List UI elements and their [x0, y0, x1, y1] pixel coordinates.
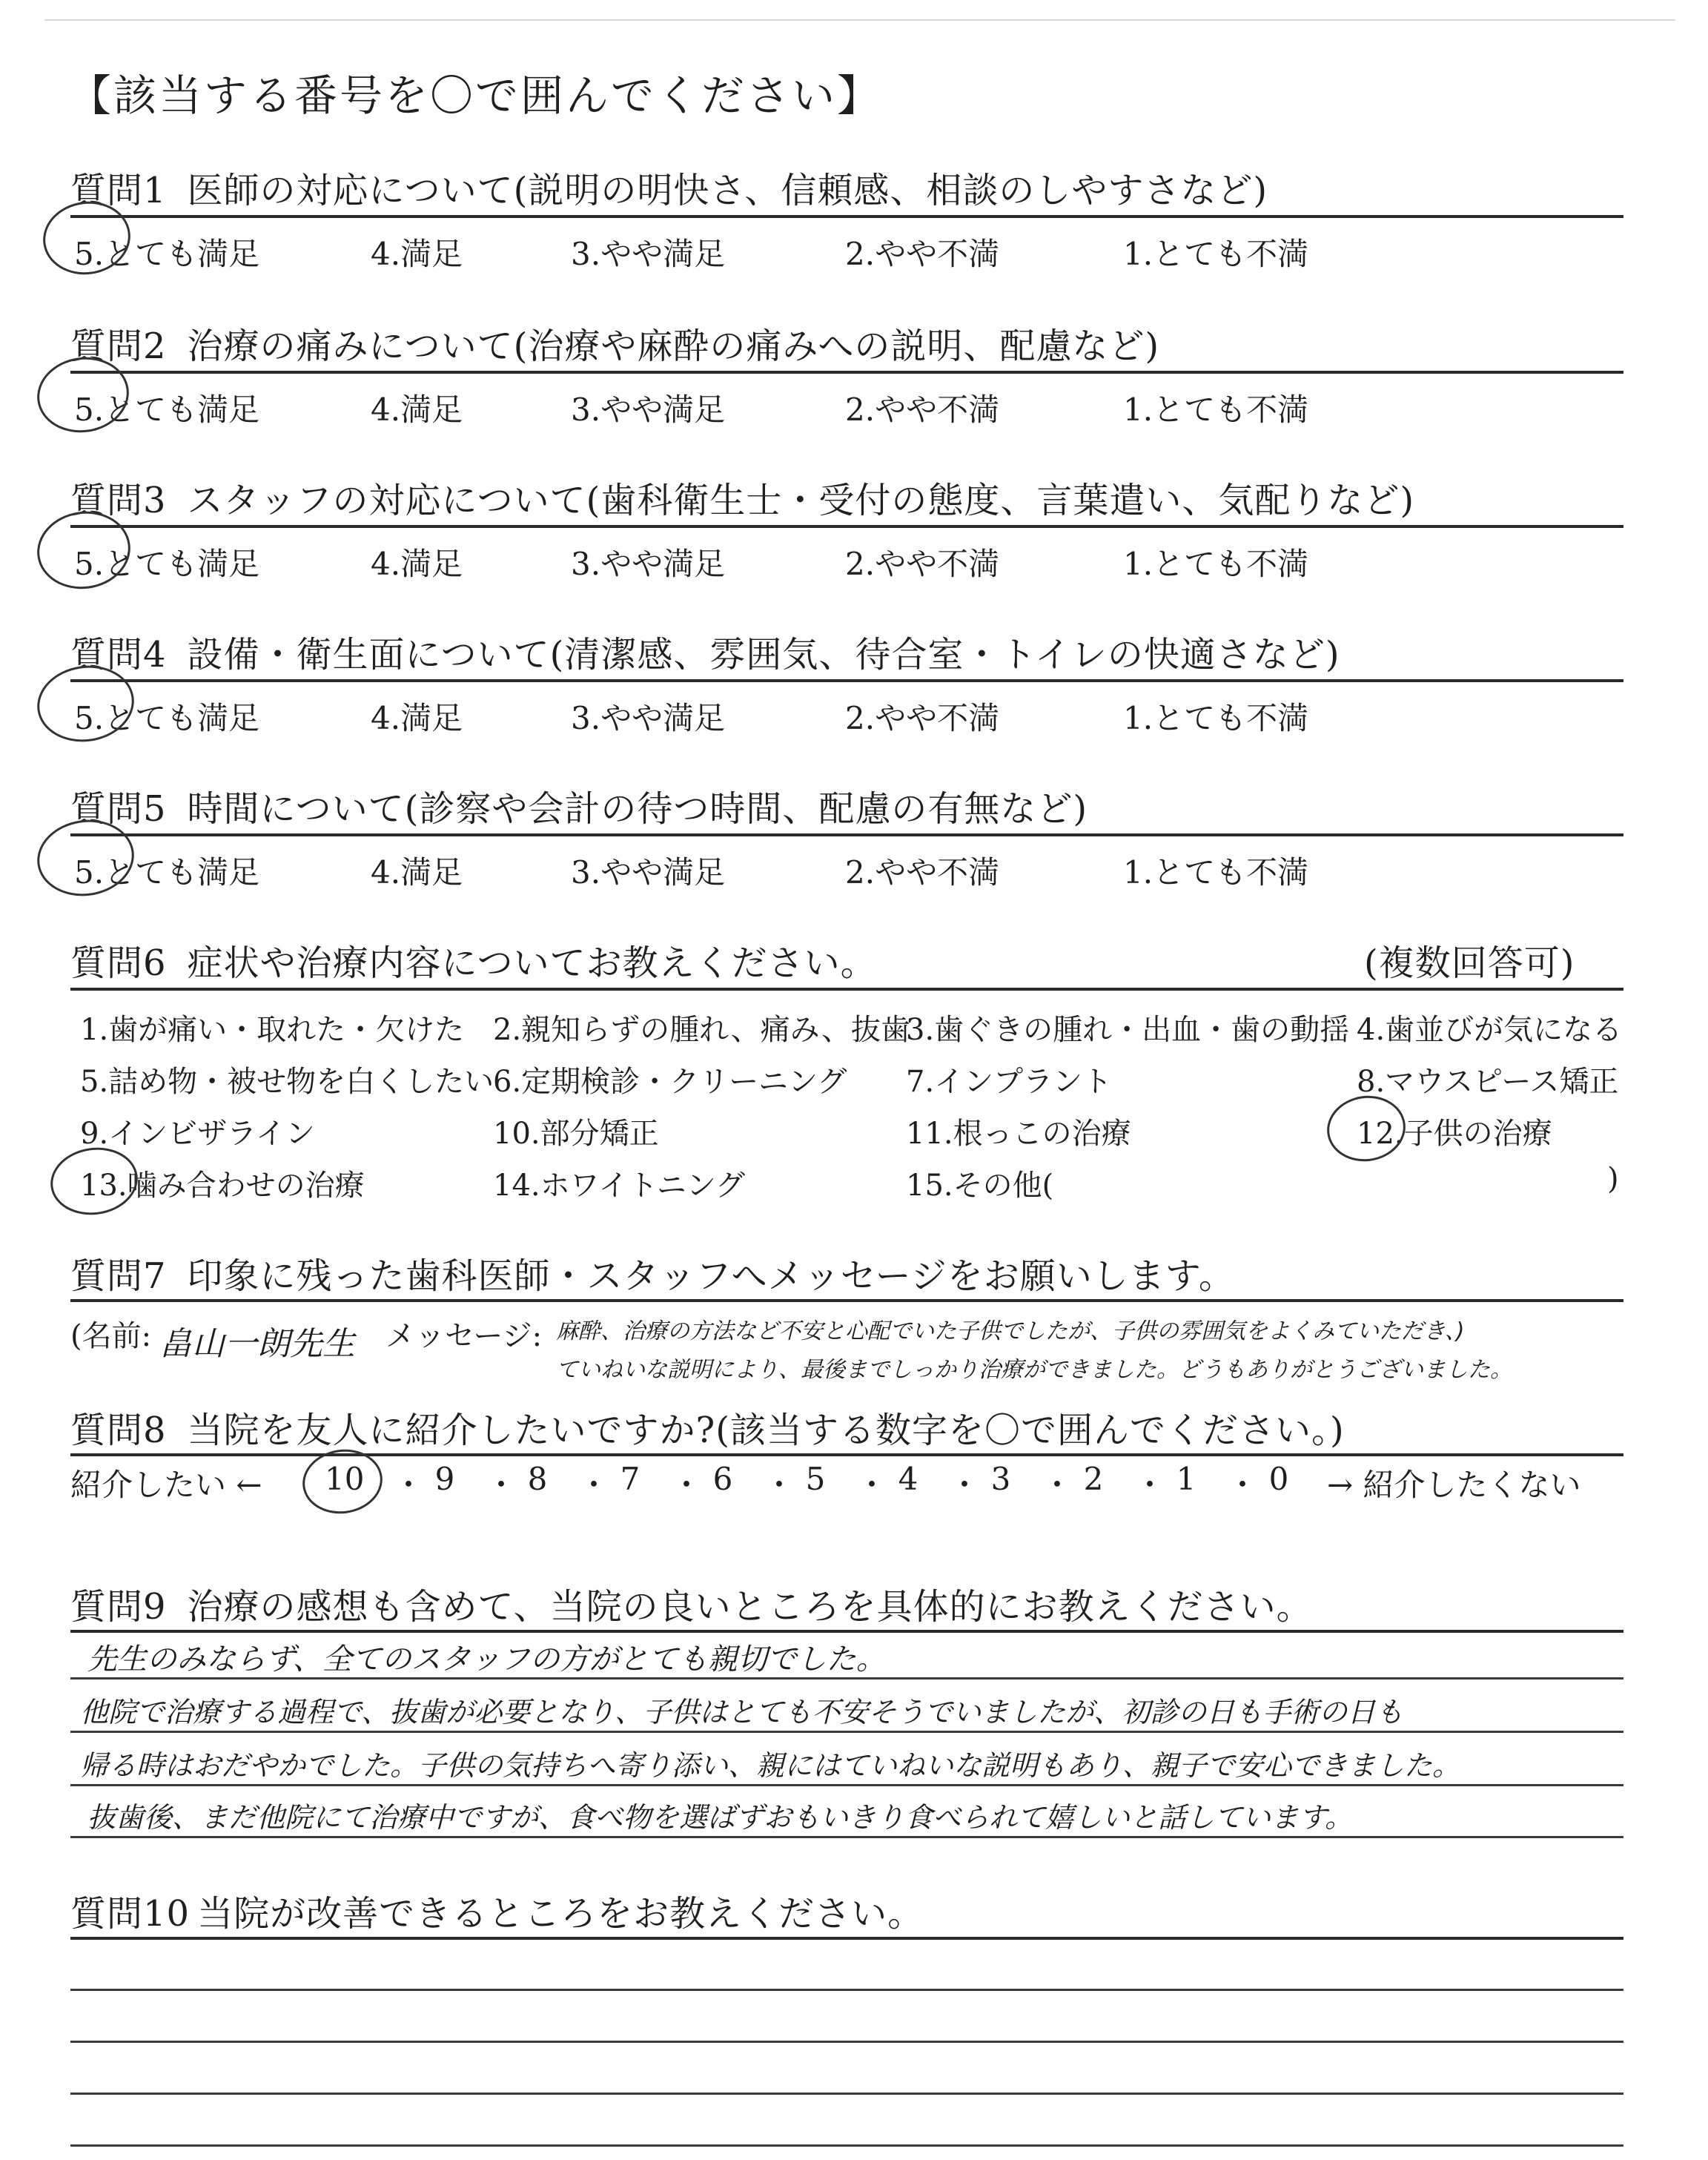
q8-dot: ・	[949, 1467, 981, 1503]
q6-item-14[interactable]: 14.ホワイトニング	[493, 1169, 746, 1203]
question-3-rule	[70, 525, 1623, 528]
q8-dot: ・	[856, 1467, 888, 1503]
q2-option-5[interactable]: 5.とても満足	[74, 392, 260, 428]
q7-message-line-2: ていねいな説明により、最後までしっかり治療ができました。どうもありがとうございました。	[556, 1357, 1512, 1383]
q2-option-4[interactable]: 4.満足	[371, 392, 463, 428]
q6-item-7[interactable]: 7.インプラント	[906, 1065, 1113, 1099]
q5-option-1[interactable]: 1.とても不満	[1123, 854, 1309, 891]
q8-dot: ・	[1134, 1467, 1166, 1503]
question-3	[70, 472, 1414, 523]
q1-option-5[interactable]: 5.とても満足	[74, 236, 260, 272]
q4-option-5[interactable]: 5.とても満足	[74, 700, 260, 736]
q8-dot: ・	[486, 1467, 517, 1503]
q1-option-1[interactable]: 1.とても不満	[1123, 236, 1309, 272]
q8-right-label: → 紹介したくない	[1327, 1467, 1581, 1503]
q6-item-15[interactable]: 15.その他(	[906, 1169, 1054, 1203]
q8-dot: ・	[578, 1467, 610, 1503]
question-6	[70, 934, 877, 985]
q6-item-12[interactable]: 12.子供の治療	[1357, 1117, 1552, 1151]
q3-option-5[interactable]: 5.とても満足	[74, 546, 260, 582]
q10-answer-rule	[70, 2144, 1623, 2147]
question-9	[70, 1578, 1313, 1629]
q6-item-1[interactable]: 1.歯が痛い・取れた・欠けた	[80, 1013, 465, 1047]
q4-option-4[interactable]: 4.満足	[371, 700, 463, 736]
question-3-number: 質問3	[70, 480, 167, 521]
question-5	[70, 780, 1088, 831]
q8-dot: ・	[393, 1467, 425, 1503]
q10-answer-rule	[70, 2041, 1623, 2043]
question-7-number: 質問7	[70, 1255, 167, 1297]
question-8	[70, 1401, 1345, 1453]
q9-answer-line-4: 抜歯後、まだ他院にて治療中ですが、食べ物を選ばずおもいきり食べられて嬉しいと話しています。	[87, 1801, 1353, 1834]
question-4-rule	[70, 679, 1623, 682]
q2-option-1[interactable]: 1.とても不満	[1123, 392, 1309, 428]
question-6-text: 症状や治療内容についてお教えください。	[187, 942, 877, 984]
q6-item-10[interactable]: 10.部分矯正	[493, 1117, 659, 1151]
q2-option-2[interactable]: 2.やや不満	[845, 392, 1000, 428]
q6-item-5[interactable]: 5.詰め物・被せ物を白くしたい	[80, 1065, 494, 1099]
q3-option-1[interactable]: 1.とても不満	[1123, 546, 1309, 582]
q7-message-line-1: 麻酔、治療の方法など不安と心配でいた子供でしたが、子供の雰囲気をよくみていただき、)	[556, 1318, 1465, 1344]
q7-name-handwritten: 畠山一朗先生	[159, 1325, 355, 1363]
q8-scale-4[interactable]: 4	[898, 1461, 918, 1497]
q9-answer-rule	[70, 1836, 1623, 1838]
question-7-rule	[70, 1299, 1623, 1302]
question-1-text: 医師の対応について(説明の明快さ、信頼感、相談のしやすさなど)	[187, 170, 1268, 211]
q8-scale-7[interactable]: 7	[620, 1461, 640, 1497]
q6-item-2[interactable]: 2.親知らずの腫れ、痛み、抜歯	[493, 1013, 910, 1047]
q8-dot: ・	[1042, 1467, 1073, 1503]
q8-dot: ・	[764, 1467, 795, 1503]
question-4	[70, 626, 1340, 677]
q6-item-3[interactable]: 3.歯ぐきの腫れ・出血・歯の動揺	[906, 1013, 1350, 1047]
question-9-text: 治療の感想も含めて、当院の良いところを具体的にお教えください。	[187, 1586, 1313, 1628]
q8-scale-0[interactable]: 0	[1268, 1461, 1289, 1497]
q5-option-4[interactable]: 4.満足	[371, 854, 463, 891]
question-8-number: 質問8	[70, 1410, 167, 1451]
q8-dot: ・	[671, 1467, 703, 1503]
question-7	[70, 1247, 1235, 1298]
q9-answer-rule	[70, 1677, 1623, 1680]
question-8-text: 当院を友人に紹介したいですか?(該当する数字を〇で囲んでください。)	[187, 1410, 1345, 1451]
question-6-note: (複数回答可)	[1364, 942, 1575, 984]
question-6-rule	[70, 988, 1623, 991]
q6-item-6[interactable]: 6.定期検診・クリーニング	[493, 1065, 847, 1099]
q10-answer-rule	[70, 2093, 1623, 2095]
q1-option-4[interactable]: 4.満足	[371, 236, 463, 272]
question-2	[70, 317, 1159, 369]
q3-option-3[interactable]: 3.やや満足	[571, 546, 726, 582]
q1-option-3[interactable]: 3.やや満足	[571, 236, 726, 272]
q8-scale-9[interactable]: 9	[434, 1461, 455, 1497]
q7-message-label: メッセージ:	[385, 1319, 543, 1353]
q7-name-label: (名前:	[70, 1319, 152, 1353]
question-5-text: 時間について(診察や会計の待つ時間、配慮の有無など)	[187, 788, 1088, 830]
q6-item-15-close-paren: )	[1607, 1162, 1619, 1196]
page-top-edge	[44, 19, 1675, 21]
q4-option-2[interactable]: 2.やや不満	[845, 700, 1000, 736]
question-10	[70, 1885, 924, 1936]
q10-answer-rule	[70, 1989, 1623, 1991]
q8-scale-2[interactable]: 2	[1083, 1461, 1104, 1497]
q9-answer-line-1: 先生のみならず、全てのスタッフの方がとても親切でした。	[87, 1642, 886, 1677]
question-6-number: 質問6	[70, 942, 167, 984]
q6-item-13-selection-circle	[46, 1142, 142, 1221]
q2-option-3[interactable]: 3.やや満足	[571, 392, 726, 428]
q4-option-3[interactable]: 3.やや満足	[571, 700, 726, 736]
q3-option-4[interactable]: 4.満足	[371, 546, 463, 582]
q1-option-2[interactable]: 2.やや不満	[845, 236, 1000, 272]
question-10-text: 当院が改善できるところをお教えください。	[197, 1893, 924, 1935]
q8-scale-1[interactable]: 1	[1176, 1461, 1196, 1497]
question-9-number: 質問9	[70, 1586, 167, 1628]
question-4-text: 設備・衛生面について(清潔感、雰囲気、待合室・トイレの快適さなど)	[187, 634, 1340, 676]
q5-option-3[interactable]: 3.やや満足	[571, 854, 726, 891]
q4-option-1[interactable]: 1.とても不満	[1123, 700, 1309, 736]
question-3-text: スタッフの対応について(歯科衛生士・受付の態度、言葉遣い、気配りなど)	[187, 480, 1415, 521]
q9-answer-rule	[70, 1784, 1623, 1786]
question-2-number: 質問2	[70, 326, 167, 367]
q6-item-13[interactable]: 13.噛み合わせの治療	[80, 1169, 365, 1203]
question-10-number: 質問10	[70, 1893, 191, 1935]
q6-item-11[interactable]: 11.根っこの治療	[906, 1117, 1131, 1151]
q9-answer-line-2: 他院で治療する過程で、抜歯が必要となり、子供はとても不安そうでいましたが、初診の日も手術の日も	[80, 1696, 1404, 1728]
q9-answer-line-3: 帰る時はおだやかでした。子供の気持ちへ寄り添い、親にはていねいな説明もあり、親子で安心できました。	[80, 1749, 1461, 1782]
question-1-number: 質問1	[70, 170, 167, 211]
q5-option-5[interactable]: 5.とても満足	[74, 854, 260, 891]
q6-item-8[interactable]: 8.マウスピース矯正	[1357, 1065, 1619, 1099]
question-9-rule	[70, 1630, 1623, 1633]
q8-scale-8[interactable]: 8	[527, 1461, 548, 1497]
q3-option-2[interactable]: 2.やや不満	[845, 546, 1000, 582]
question-5-rule	[70, 833, 1623, 836]
q6-item-12-selection-circle	[1323, 1091, 1409, 1166]
q5-option-2[interactable]: 2.やや不満	[845, 854, 1000, 891]
form-instruction-header: 【該当する番号を〇で囲んでください】	[68, 70, 883, 121]
q6-item-4[interactable]: 4.歯並びが気になる	[1357, 1013, 1623, 1047]
question-2-rule	[70, 371, 1623, 374]
q8-scale-6[interactable]: 6	[712, 1461, 733, 1497]
question-1-rule	[70, 215, 1623, 218]
q8-scale-3[interactable]: 3	[990, 1461, 1011, 1497]
question-1	[70, 162, 1268, 213]
question-10-rule	[70, 1937, 1623, 1940]
question-8-rule	[70, 1453, 1623, 1456]
q8-scale-10[interactable]: 10	[325, 1461, 365, 1497]
question-7-text: 印象に残った歯科医師・スタッフへメッセージをお願いします。	[187, 1255, 1235, 1297]
q8-left-label: 紹介したい ←	[70, 1467, 262, 1503]
question-2-text: 治療の痛みについて(治療や麻酔の痛みへの説明、配慮など)	[187, 326, 1160, 367]
question-4-number: 質問4	[70, 634, 167, 676]
q9-answer-rule	[70, 1731, 1623, 1733]
q6-item-9[interactable]: 9.インビザライン	[80, 1117, 315, 1151]
q8-dot: ・	[1227, 1467, 1259, 1503]
q8-scale-5[interactable]: 5	[805, 1461, 826, 1497]
question-5-number: 質問5	[70, 788, 167, 830]
